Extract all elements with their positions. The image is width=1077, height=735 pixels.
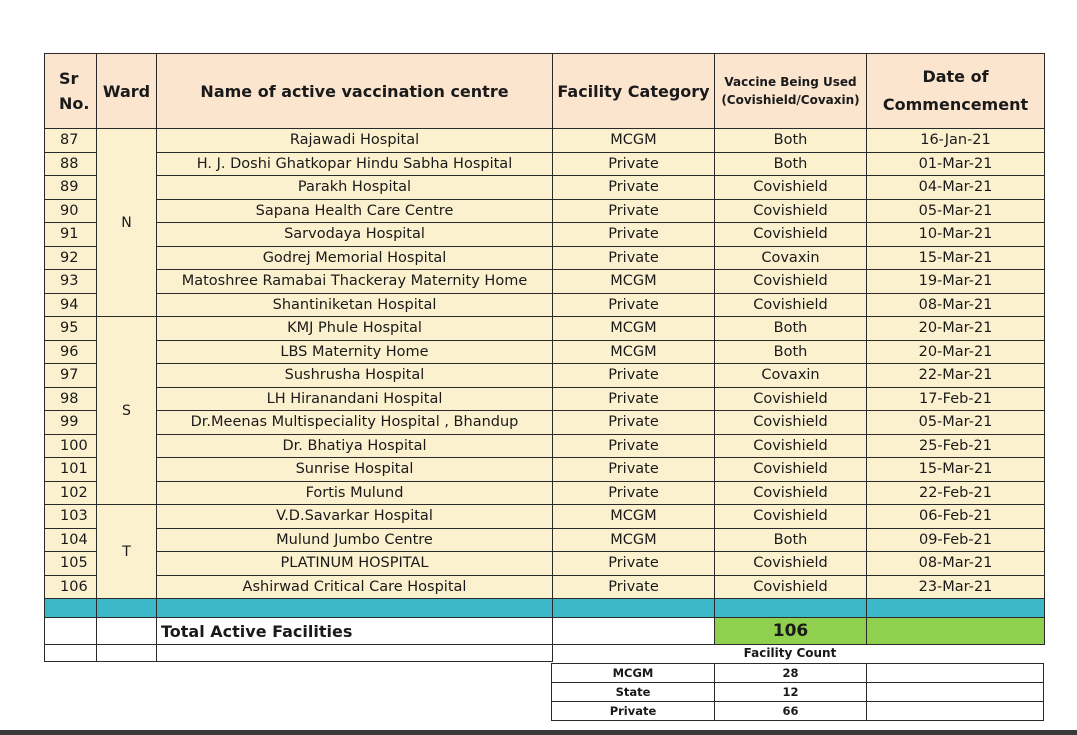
cell-date: 15-Mar-21	[867, 458, 1045, 482]
separator-cell	[45, 599, 97, 618]
separator-cell	[715, 599, 867, 618]
cell-category: Private	[553, 387, 715, 411]
cell-vaccine: Both	[715, 528, 867, 552]
cell-category: Private	[553, 411, 715, 435]
cell-category: Private	[553, 176, 715, 200]
cell-category: Private	[553, 552, 715, 576]
table-row	[45, 505, 1045, 529]
cell-date: 20-Mar-21	[867, 317, 1045, 341]
blank-cell	[45, 645, 97, 662]
header-row	[45, 54, 1045, 129]
cell-date: 20-Mar-21	[867, 340, 1045, 364]
facility-type-count: 28	[715, 664, 867, 683]
cell-sr-no: 87	[45, 129, 97, 153]
total-label: Total Active Facilities	[157, 618, 553, 645]
cell-date: 23-Mar-21	[867, 575, 1045, 599]
cell-vaccine: Both	[715, 152, 867, 176]
cell-name: Dr. Bhatiya Hospital	[157, 434, 553, 458]
table-row	[45, 434, 1045, 458]
table-row	[45, 575, 1045, 599]
facility-count-label: Facility Count	[743, 646, 837, 660]
cell-date: 17-Feb-21	[867, 387, 1045, 411]
cell-date: 08-Mar-21	[867, 552, 1045, 576]
cell-vaccine: Covishield	[715, 411, 867, 435]
cell-sr-no: 93	[45, 270, 97, 294]
facility-type-count: 12	[715, 683, 867, 702]
total-empty-cell	[45, 618, 97, 645]
table-row	[45, 199, 1045, 223]
cell-sr-no: 99	[45, 411, 97, 435]
vaccination-centres-table	[44, 53, 1045, 662]
facility-empty-cell	[867, 664, 1044, 683]
cell-date: 22-Mar-21	[867, 364, 1045, 388]
total-empty-cell	[553, 618, 715, 645]
cell-name: Shantiniketan Hospital	[157, 293, 553, 317]
facility-type: Private	[552, 702, 715, 721]
cell-vaccine: Covishield	[715, 552, 867, 576]
table-row	[45, 223, 1045, 247]
cell-name: KMJ Phule Hospital	[157, 317, 553, 341]
cell-date: 06-Feb-21	[867, 505, 1045, 529]
cell-name: Sarvodaya Hospital	[157, 223, 553, 247]
header-ward: Ward	[97, 54, 157, 129]
facility-count-row	[552, 702, 1044, 721]
facility-type: MCGM	[552, 664, 715, 683]
cell-vaccine: Covishield	[715, 223, 867, 247]
cell-category: Private	[553, 246, 715, 270]
header-vaccine: Vaccine Being Used (Covishield/Covaxin)	[715, 54, 867, 129]
table-row	[45, 364, 1045, 388]
table-row	[45, 340, 1045, 364]
table-row	[45, 176, 1045, 200]
cell-date: 05-Mar-21	[867, 199, 1045, 223]
cell-sr-no: 97	[45, 364, 97, 388]
cell-vaccine: Both	[715, 340, 867, 364]
cell-name: Sushrusha Hospital	[157, 364, 553, 388]
cell-category: MCGM	[553, 528, 715, 552]
cell-name: Ashirwad Critical Care Hospital	[157, 575, 553, 599]
cell-name: Mulund Jumbo Centre	[157, 528, 553, 552]
cell-date: 05-Mar-21	[867, 411, 1045, 435]
header-centre-name: Name of active vaccination centre	[157, 54, 553, 129]
cell-date: 08-Mar-21	[867, 293, 1045, 317]
separator-cell	[867, 599, 1045, 618]
separator-cell	[553, 599, 715, 618]
total-count: 106	[715, 618, 867, 645]
cell-name: LH Hiranandani Hospital	[157, 387, 553, 411]
cell-category: Private	[553, 575, 715, 599]
cell-vaccine: Covishield	[715, 199, 867, 223]
cell-name: Parakh Hospital	[157, 176, 553, 200]
cell-sr-no: 105	[45, 552, 97, 576]
cell-name: Dr.Meenas Multispeciality Hospital , Bhandup	[157, 411, 553, 435]
facility-count-row	[552, 683, 1044, 702]
table-row	[45, 481, 1045, 505]
total-empty-cell	[867, 618, 1045, 645]
cell-date: 22-Feb-21	[867, 481, 1045, 505]
cell-sr-no: 106	[45, 575, 97, 599]
cell-vaccine: Covishield	[715, 458, 867, 482]
header-facility-category: Facility Category	[553, 54, 715, 129]
cell-sr-no: 104	[45, 528, 97, 552]
cell-category: Private	[553, 199, 715, 223]
cell-vaccine: Both	[715, 129, 867, 153]
cell-vaccine: Covishield	[715, 434, 867, 458]
table-row	[45, 152, 1045, 176]
cell-category: MCGM	[553, 505, 715, 529]
separator-cell	[157, 599, 553, 618]
separator-cell	[97, 599, 157, 618]
cell-category: Private	[553, 152, 715, 176]
cell-ward: N	[97, 129, 157, 317]
blank-row	[45, 645, 1045, 662]
cell-category: Private	[553, 458, 715, 482]
cell-ward: T	[97, 505, 157, 599]
cell-category: Private	[553, 481, 715, 505]
cell-sr-no: 88	[45, 152, 97, 176]
cell-sr-no: 98	[45, 387, 97, 411]
cell-date: 25-Feb-21	[867, 434, 1045, 458]
cell-name: LBS Maternity Home	[157, 340, 553, 364]
cell-sr-no: 90	[45, 199, 97, 223]
cell-category: MCGM	[553, 340, 715, 364]
table-row	[45, 293, 1045, 317]
cell-category: MCGM	[553, 129, 715, 153]
cell-name: H. J. Doshi Ghatkopar Hindu Sabha Hospital	[157, 152, 553, 176]
cell-sr-no: 92	[45, 246, 97, 270]
cell-sr-no: 94	[45, 293, 97, 317]
cell-vaccine: Covaxin	[715, 246, 867, 270]
cell-name: Godrej Memorial Hospital	[157, 246, 553, 270]
table-row	[45, 458, 1045, 482]
cell-category: MCGM	[553, 270, 715, 294]
table-row	[45, 528, 1045, 552]
header-sr-no: Sr No.	[45, 54, 97, 129]
table-row	[45, 387, 1045, 411]
facility-count-table	[551, 663, 1044, 721]
facility-empty-cell	[867, 702, 1044, 721]
cell-name: Sapana Health Care Centre	[157, 199, 553, 223]
cell-sr-no: 102	[45, 481, 97, 505]
cell-date: 04-Mar-21	[867, 176, 1045, 200]
cell-name: Fortis Mulund	[157, 481, 553, 505]
table-row	[45, 129, 1045, 153]
cell-sr-no: 89	[45, 176, 97, 200]
cell-vaccine: Covishield	[715, 575, 867, 599]
facility-count-row	[552, 664, 1044, 683]
total-row	[45, 618, 1045, 645]
cell-vaccine: Covishield	[715, 176, 867, 200]
blank-cell	[97, 645, 157, 662]
cell-date: 15-Mar-21	[867, 246, 1045, 270]
cell-sr-no: 101	[45, 458, 97, 482]
table-row	[45, 317, 1045, 341]
table-row	[45, 246, 1045, 270]
blank-cell	[157, 645, 553, 662]
cell-ward: S	[97, 317, 157, 505]
cell-sr-no: 103	[45, 505, 97, 529]
header-date: Date of Commencement	[867, 54, 1045, 129]
separator-row	[45, 599, 1045, 618]
cell-vaccine: Covishield	[715, 293, 867, 317]
cell-category: Private	[553, 223, 715, 247]
cell-date: 16-Jan-21	[867, 129, 1045, 153]
cell-vaccine: Both	[715, 317, 867, 341]
cell-category: Private	[553, 434, 715, 458]
bottom-edge-bar	[0, 730, 1077, 735]
cell-vaccine: Covaxin	[715, 364, 867, 388]
cell-category: Private	[553, 364, 715, 388]
cell-name: PLATINUM HOSPITAL	[157, 552, 553, 576]
table-row	[45, 411, 1045, 435]
cell-vaccine: Covishield	[715, 481, 867, 505]
cell-date: 19-Mar-21	[867, 270, 1045, 294]
cell-sr-no: 96	[45, 340, 97, 364]
cell-category: MCGM	[553, 317, 715, 341]
cell-date: 09-Feb-21	[867, 528, 1045, 552]
cell-category: Private	[553, 293, 715, 317]
total-empty-cell	[97, 618, 157, 645]
cell-name: Sunrise Hospital	[157, 458, 553, 482]
cell-vaccine: Covishield	[715, 505, 867, 529]
cell-sr-no: 100	[45, 434, 97, 458]
cell-name: Rajawadi Hospital	[157, 129, 553, 153]
cell-sr-no: 95	[45, 317, 97, 341]
cell-date: 10-Mar-21	[867, 223, 1045, 247]
table-row	[45, 552, 1045, 576]
facility-type-count: 66	[715, 702, 867, 721]
cell-date: 01-Mar-21	[867, 152, 1045, 176]
cell-vaccine: Covishield	[715, 270, 867, 294]
facility-type: State	[552, 683, 715, 702]
cell-vaccine: Covishield	[715, 387, 867, 411]
cell-name: V.D.Savarkar Hospital	[157, 505, 553, 529]
cell-sr-no: 91	[45, 223, 97, 247]
table-row	[45, 270, 1045, 294]
cell-name: Matoshree Ramabai Thackeray Maternity Home	[157, 270, 553, 294]
facility-empty-cell	[867, 683, 1044, 702]
